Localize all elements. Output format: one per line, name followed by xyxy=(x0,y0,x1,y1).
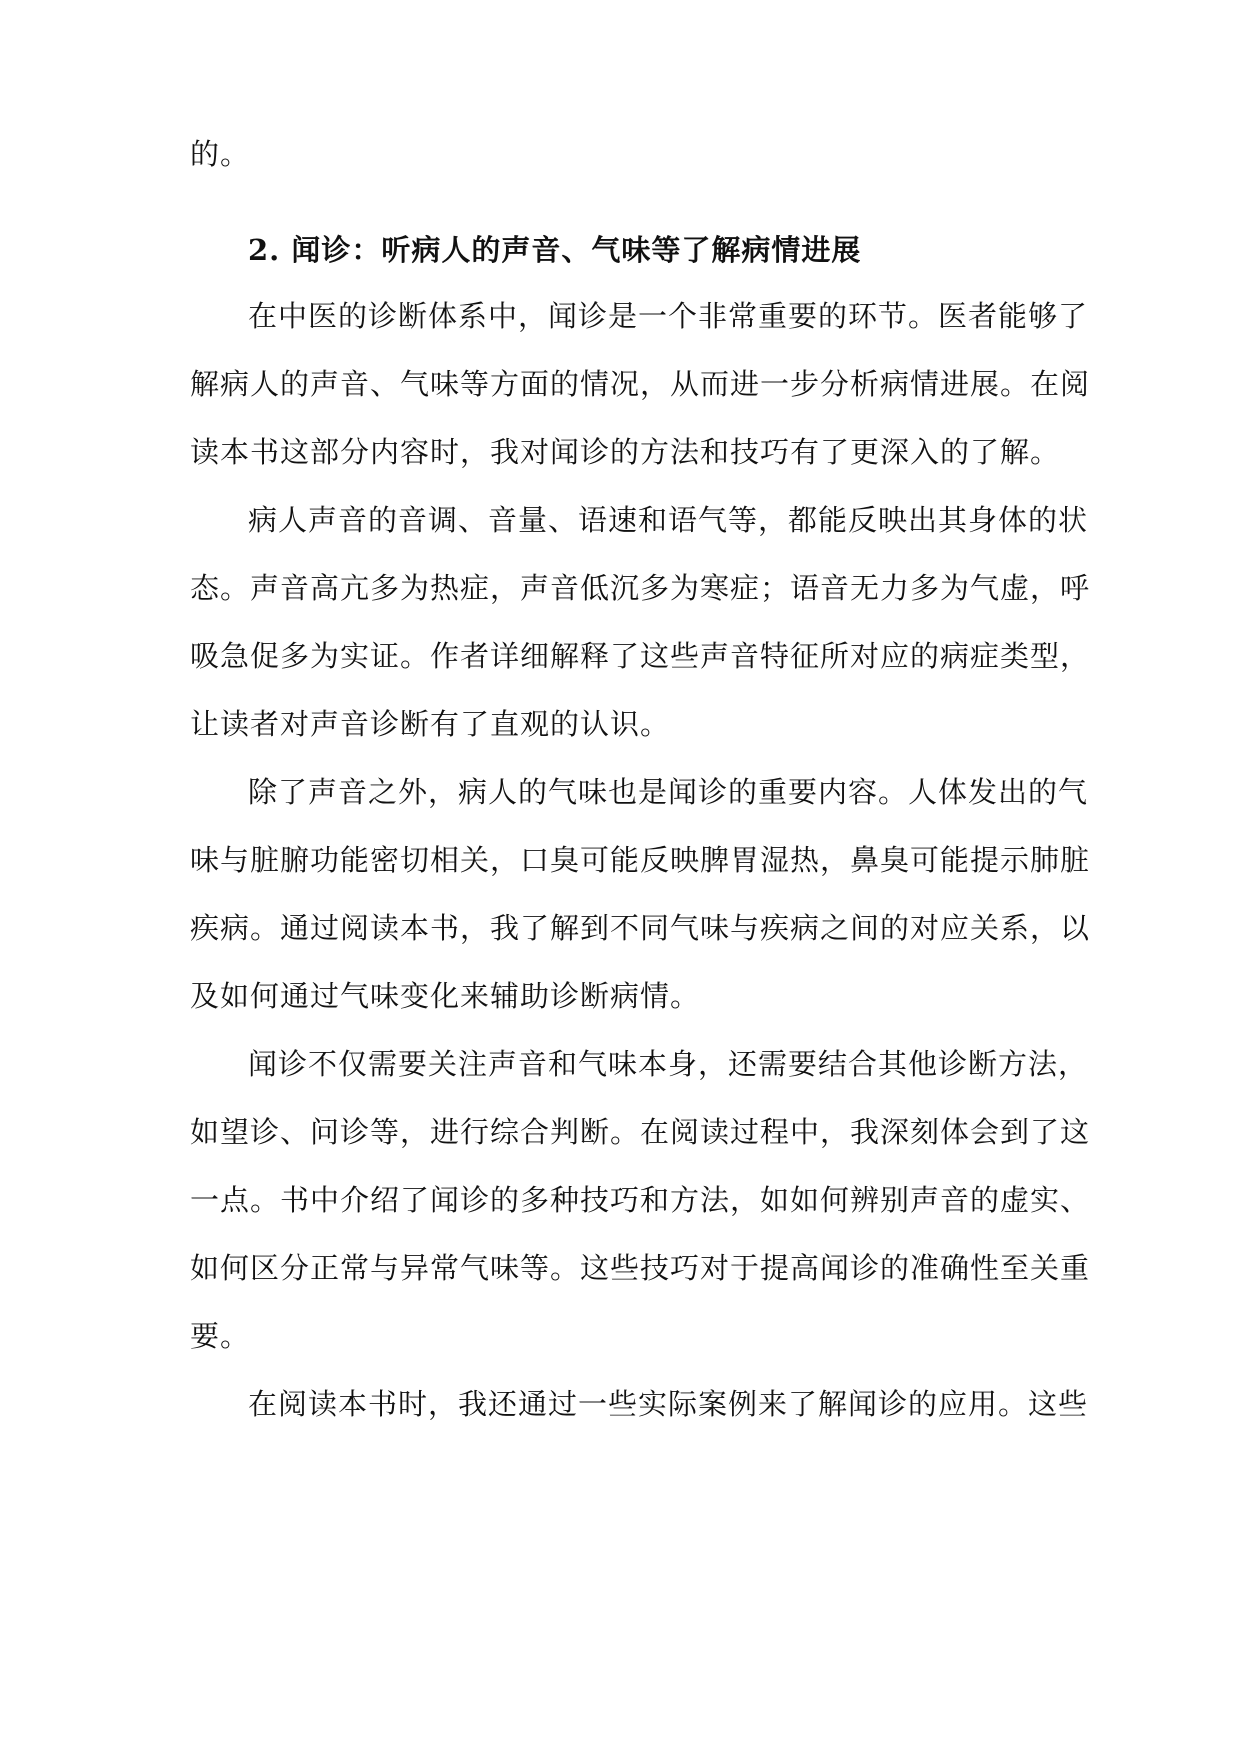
text-line: 解病人的声音、气味等方面的情况，从而进一步分析病情进展。在阅 xyxy=(190,367,1091,401)
text-line: 在中医的诊断体系中，闻诊是一个非常重要的环节。医者能够了 xyxy=(248,299,1089,333)
text-line: 疾病。通过阅读本书，我了解到不同气味与疾病之间的对应关系，以 xyxy=(190,911,1091,945)
text-line: 除了声音之外，病人的气味也是闻诊的重要内容。人体发出的气 xyxy=(248,775,1089,809)
text-line: 要。 xyxy=(190,1319,251,1353)
text-line: 如望诊、问诊等，进行综合判断。在阅读过程中，我深刻体会到了这 xyxy=(190,1115,1091,1149)
text-line: 在阅读本书时，我还通过一些实际案例来了解闻诊的应用。这些 xyxy=(248,1387,1089,1421)
text-line: 闻诊不仅需要关注声音和气味本身，还需要结合其他诊断方法， xyxy=(248,1047,1089,1081)
text-line: 及如何通过气味变化来辅助诊断病情。 xyxy=(190,979,701,1013)
text-line: 如何区分正常与异常气味等。这些技巧对于提高闻诊的准确性至关重 xyxy=(190,1251,1091,1285)
text-line: 的。 xyxy=(190,137,251,171)
text-line: 一点。书中介绍了闻诊的多种技巧和方法，如如何辨别声音的虚实、 xyxy=(190,1183,1091,1217)
text-line: 吸急促多为实证。作者详细解释了这些声音特征所对应的病症类型， xyxy=(190,639,1091,673)
text-line: 读本书这部分内容时，我对闻诊的方法和技巧有了更深入的了解。 xyxy=(190,435,1061,469)
section-heading: 2. 闻诊：听病人的声音、气味等了解病情进展 xyxy=(248,233,862,267)
text-line: 态。声音高亢多为热症，声音低沉多为寒症；语音无力多为气虚，呼 xyxy=(190,571,1091,605)
text-line: 病人声音的音调、音量、语速和语气等，都能反映出其身体的状 xyxy=(248,503,1089,537)
text-line: 味与脏腑功能密切相关，口臭可能反映脾胃湿热，鼻臭可能提示肺脏 xyxy=(190,843,1091,877)
text-line: 让读者对声音诊断有了直观的认识。 xyxy=(190,707,671,741)
